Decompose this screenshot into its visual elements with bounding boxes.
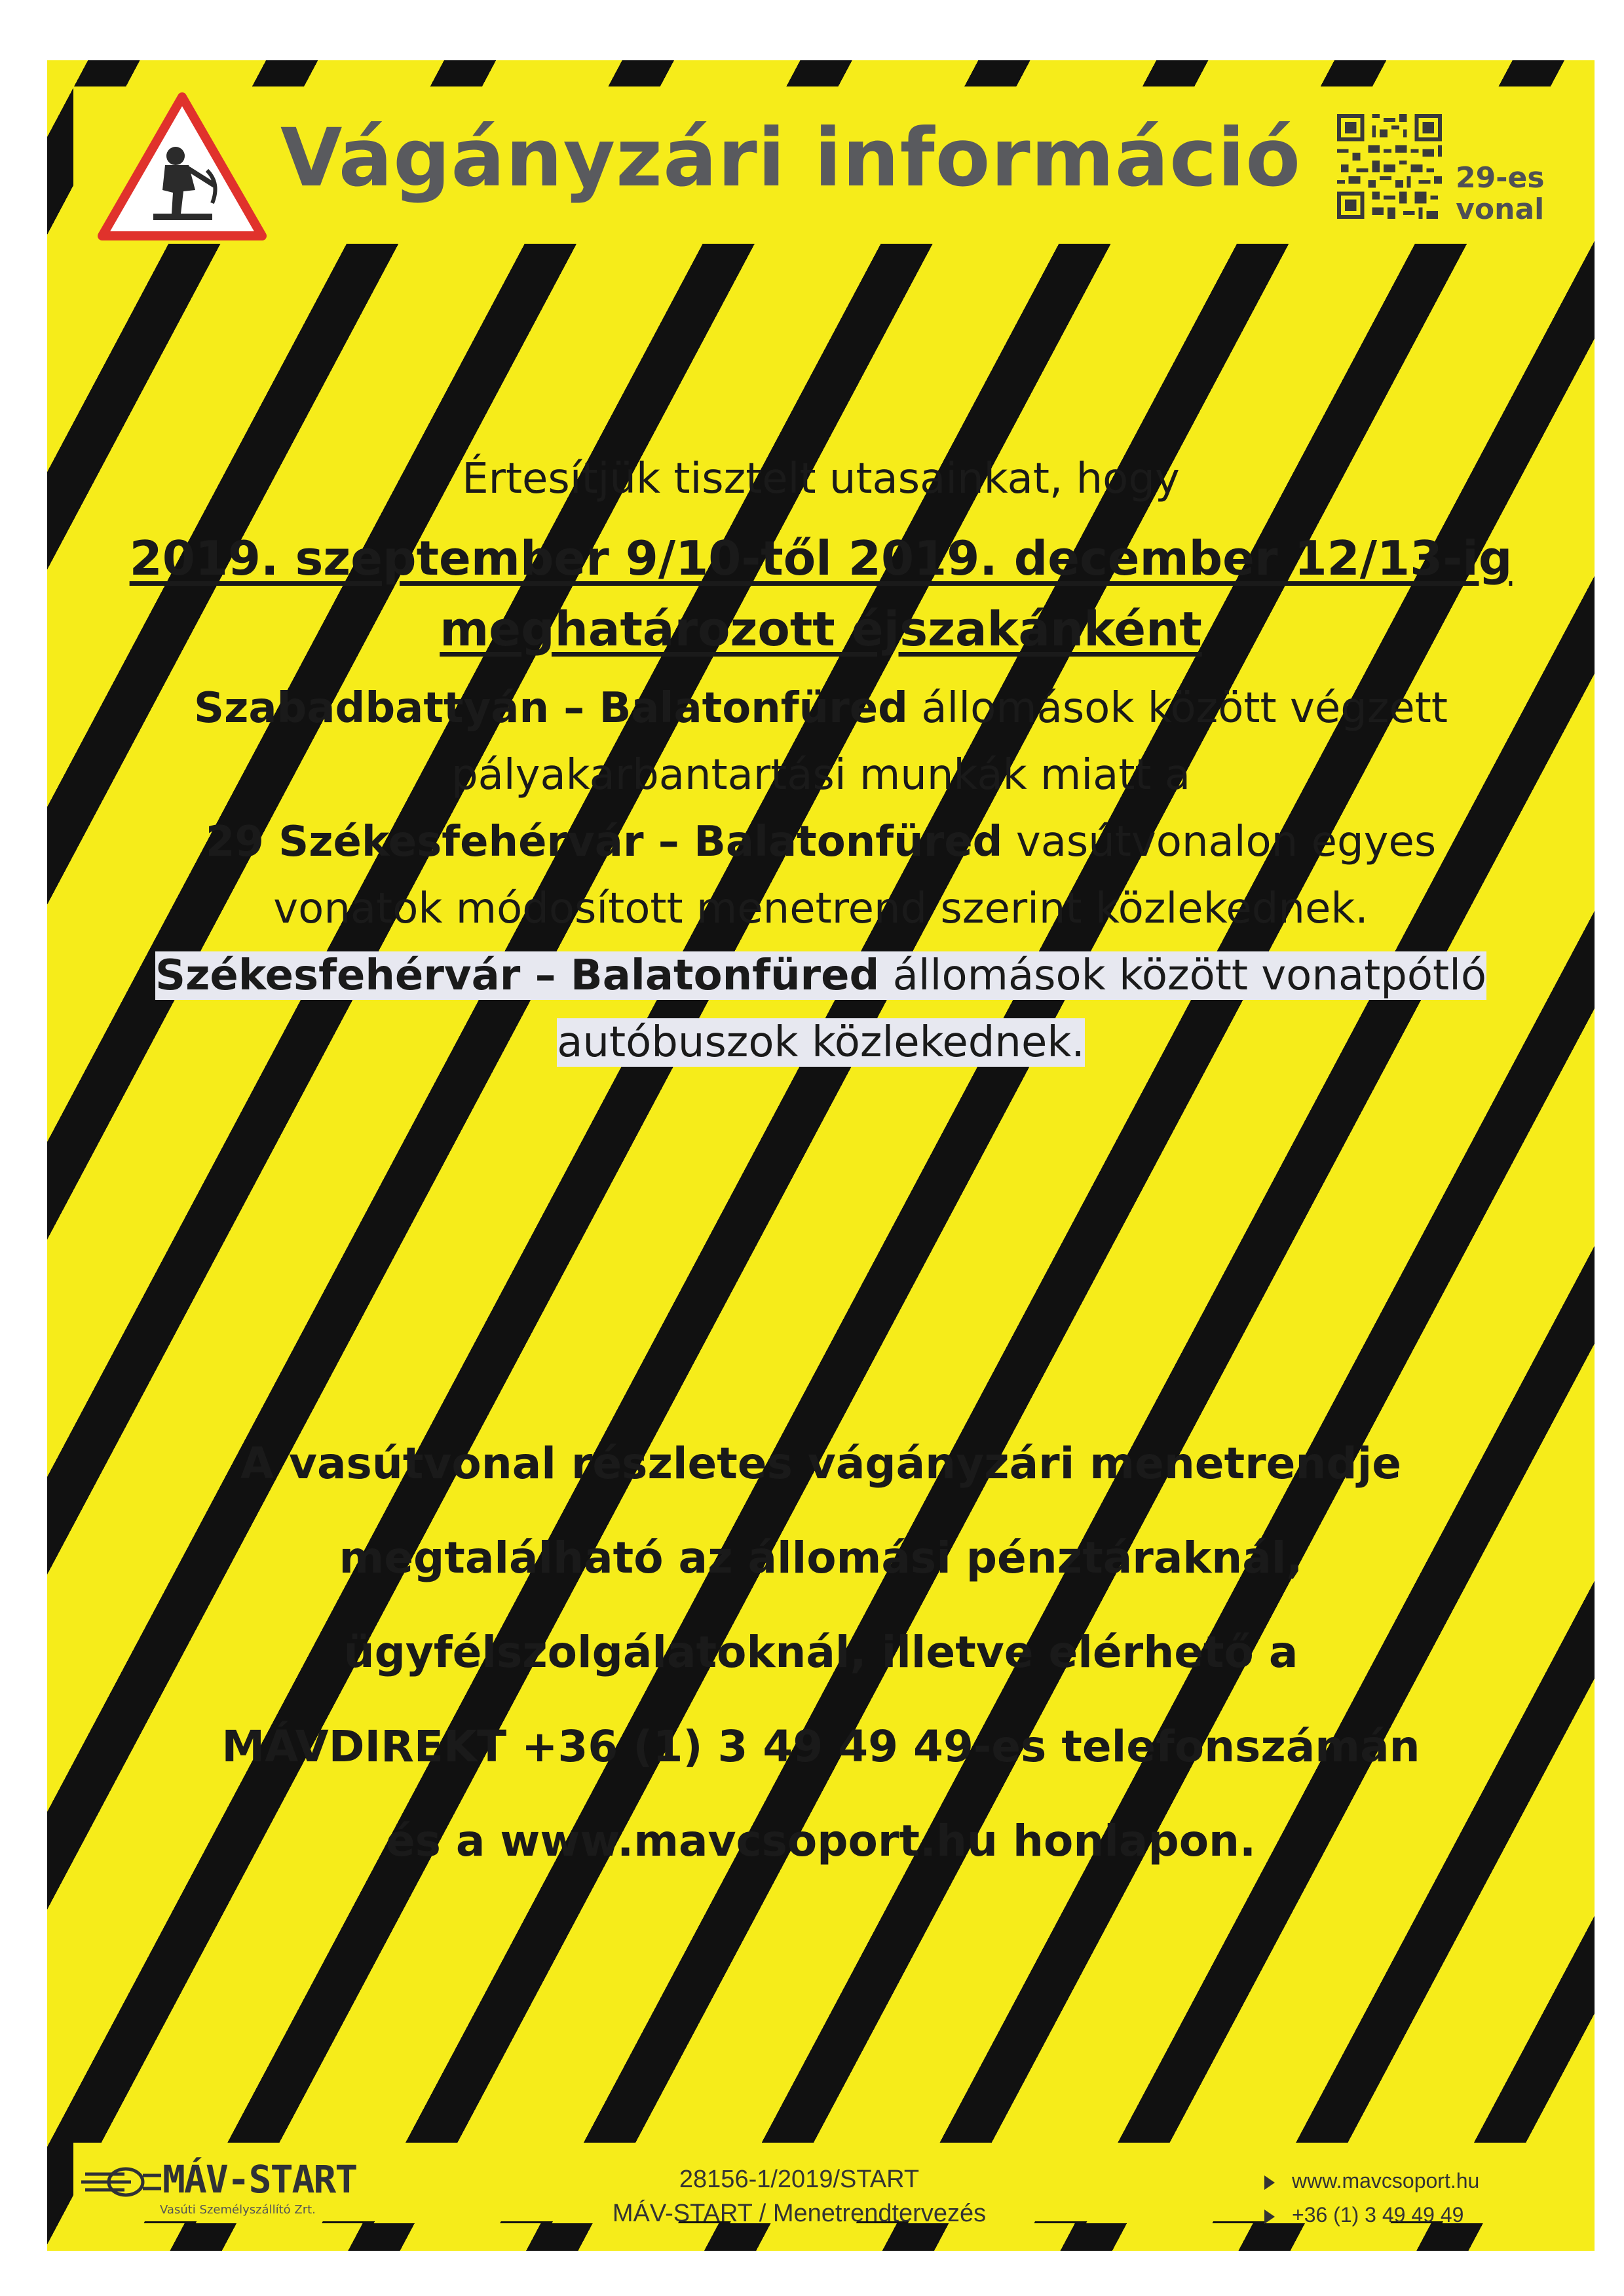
arrow-icon	[1264, 2175, 1275, 2190]
qr-code-icon	[1331, 110, 1448, 223]
info-line: ügyfélszolgálatoknál, illetve elérhető a	[343, 1627, 1298, 1677]
maintenance-line2: pályakarbantartási munkák miatt a	[451, 751, 1191, 799]
intro-text: Értesítjük tisztelt utasainkat, hogy	[462, 455, 1180, 503]
info-line: és a www.mavcsoport.hu honlapon.	[385, 1816, 1256, 1866]
section-rest: állomások között végzett	[907, 684, 1448, 733]
info-line: megtalálható az állomási pénztáraknál,	[339, 1533, 1303, 1583]
worker-warning-icon	[97, 92, 267, 242]
info-line: A vasútvonal részletes vágányzári menetrendje	[240, 1438, 1402, 1489]
mav-start-logo-icon	[79, 2156, 164, 2208]
paragraph-maintenance	[73, 675, 1568, 1076]
info-line: MÁVDIREKT +36 (1) 3 49 49 49-es telefonszámán	[221, 1721, 1420, 1772]
document-department: MÁV-START / Menetrendtervezés	[612, 2200, 987, 2227]
line-number: 29-es	[1456, 161, 1545, 195]
notice-body	[73, 244, 1568, 1936]
website-item[interactable]	[1264, 2164, 1479, 2198]
contact-list	[1264, 2164, 1479, 2232]
info-block	[73, 1417, 1568, 1888]
line-bold: 29 Székesfehérvár – Balatonfüred	[205, 818, 1003, 866]
nights-note: meghatározott éjszakánként	[440, 602, 1202, 657]
bus-line2: autóbuszok közlekednek.	[557, 1018, 1085, 1067]
logo-text: MÁV-START	[162, 2157, 357, 2202]
date-range: 2019. szeptember 9/10-től 2019. december 12/13-ig	[129, 531, 1513, 586]
section-bold: Szabadbattyán – Balatonfüred	[194, 684, 908, 733]
document-reference	[498, 2162, 1101, 2230]
website-link[interactable]: www.mavcsoport.hu	[1292, 2169, 1480, 2192]
timetable-line: vonatok módosított menetrend szerint közlekednek.	[273, 885, 1369, 933]
bus-section-rest: állomások között vonatpótló	[879, 951, 1486, 1000]
phone-number: +36 (1) 3 49 49 49	[1292, 2203, 1464, 2227]
line-number-label	[1456, 163, 1545, 225]
page-title: Vágányzári információ	[280, 111, 1302, 204]
arrow-icon	[1264, 2210, 1275, 2224]
logo-subtitle: Vasúti Személyszállító Zrt.	[160, 2203, 316, 2217]
line-rest: vasútvonalon egyes	[1002, 818, 1437, 866]
bus-section-bold: Székesfehérvár – Balatonfüred	[155, 951, 880, 1000]
document-number: 28156-1/2019/START	[679, 2166, 920, 2193]
line-word: vonal	[1456, 193, 1545, 226]
phone-item	[1264, 2198, 1479, 2232]
